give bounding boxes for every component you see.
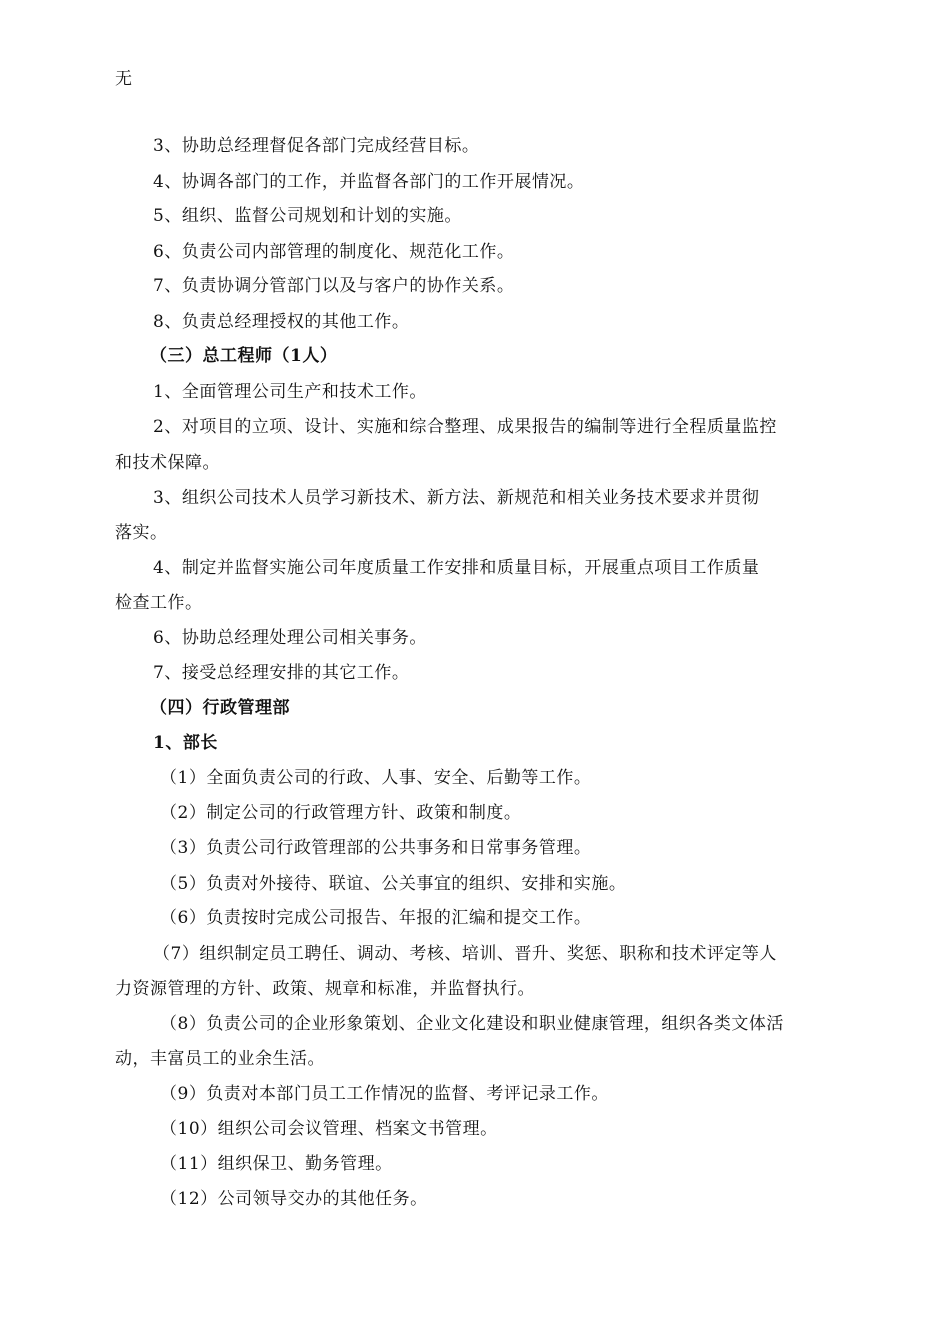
paragraph-line: （5）负责对外接待、联谊、公关事宜的组织、安排和实施。 [160, 874, 627, 894]
paragraph-line: （9）负责对本部门员工工作情况的监督、考评记录工作。 [160, 1084, 609, 1104]
paragraph-line: （10）组织公司会议管理、档案文书管理。 [160, 1119, 498, 1139]
paragraph-line: 7、负责协调分管部门以及与客户的协作关系。 [153, 276, 515, 296]
paragraph-line: （6）负责按时完成公司报告、年报的汇编和提交工作。 [160, 908, 592, 928]
paragraph-line: （12）公司领导交办的其他任务。 [160, 1189, 428, 1209]
section-heading: （四）行政管理部 [150, 698, 290, 718]
paragraph-line: （3）负责公司行政管理部的公共事务和日常事务管理。 [160, 838, 592, 858]
paragraph-line: 7、接受总经理安排的其它工作。 [153, 663, 410, 683]
paragraph-line: （11）组织保卫、勤务管理。 [160, 1154, 393, 1174]
paragraph-line: 6、负责公司内部管理的制度化、规范化工作。 [153, 242, 515, 262]
paragraph-continuation: 动，丰富员工的业余生活。 [115, 1049, 325, 1069]
paragraph-line: 3、协助总经理督促各部门完成经营目标。 [153, 136, 480, 156]
paragraph-line: （2）制定公司的行政管理方针、政策和制度。 [160, 803, 522, 823]
paragraph-continuation: 和技术保障。 [115, 453, 220, 473]
paragraph-line: 3、组织公司技术人员学习新技术、新方法、新规范和相关业务技术要求并贯彻 [153, 488, 760, 508]
paragraph-continuation: 力资源管理的方针、政策、规章和标准，并监督执行。 [115, 979, 535, 999]
page-top-text: 无 [115, 69, 133, 89]
paragraph-line: 2、对项目的立项、设计、实施和综合整理、成果报告的编制等进行全程质量监控 [153, 417, 777, 437]
paragraph-line: 1、全面管理公司生产和技术工作。 [153, 382, 427, 402]
paragraph-line: 8、负责总经理授权的其他工作。 [153, 312, 410, 332]
paragraph-line: 4、制定并监督实施公司年度质量工作安排和质量目标，开展重点项目工作质量 [153, 558, 760, 578]
paragraph-continuation: 检查工作。 [115, 593, 203, 613]
paragraph-continuation: 落实。 [115, 523, 168, 543]
paragraph-line: 5、组织、监督公司规划和计划的实施。 [153, 206, 462, 226]
paragraph-line: 6、协助总经理处理公司相关事务。 [153, 628, 427, 648]
paragraph-line: （7）组织制定员工聘任、调动、考核、培训、晋升、奖惩、职称和技术评定等人 [153, 944, 777, 964]
paragraph-line: （1）全面负责公司的行政、人事、安全、后勤等工作。 [160, 768, 592, 788]
subsection-heading: 1、部长 [153, 733, 218, 753]
paragraph-line: （8）负责公司的企业形象策划、企业文化建设和职业健康管理，组织各类文体活 [160, 1014, 784, 1034]
section-heading: （三）总工程师（1人） [150, 346, 338, 366]
paragraph-line: 4、协调各部门的工作，并监督各部门的工作开展情况。 [153, 172, 585, 192]
